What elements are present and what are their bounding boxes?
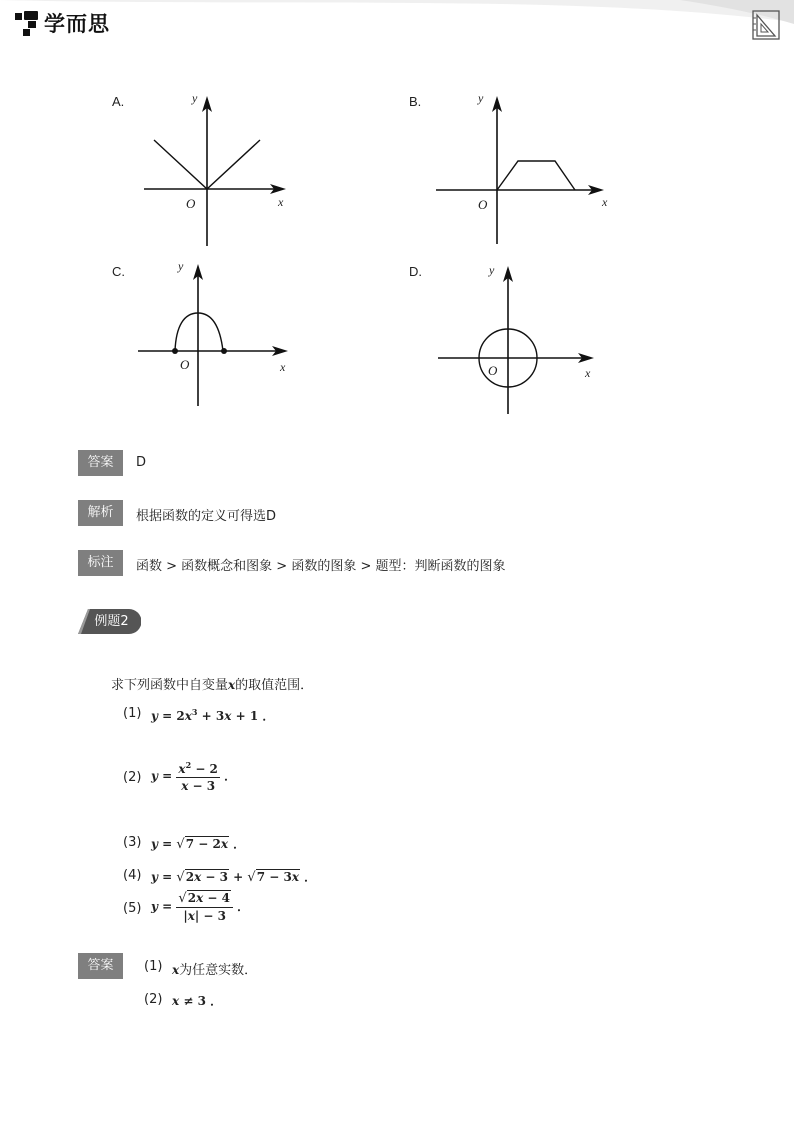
item-1-number: (1) bbox=[123, 706, 142, 721]
right-endpoint bbox=[221, 348, 227, 354]
analysis-tag: 解析 bbox=[78, 500, 123, 526]
option-d-graph bbox=[434, 256, 604, 418]
logo bbox=[14, 8, 110, 38]
origin-label: O bbox=[186, 196, 196, 211]
header-swoosh bbox=[0, 0, 794, 50]
option-c-graph bbox=[134, 256, 294, 410]
option-b-graph bbox=[432, 86, 612, 248]
arch-curve bbox=[175, 313, 223, 351]
logo-text: 学而思 bbox=[44, 12, 110, 36]
answer-1-number: (1) bbox=[144, 959, 163, 974]
option-a-graph bbox=[140, 88, 300, 250]
option-a-label: A. bbox=[112, 94, 125, 109]
analysis-text: 根据函数的定义可得选D bbox=[136, 509, 277, 524]
origin-label: O bbox=[478, 197, 488, 212]
page-header bbox=[0, 0, 794, 50]
option-c-label: C. bbox=[112, 264, 125, 279]
answer-text: D bbox=[136, 455, 147, 470]
option-b-label: B. bbox=[409, 94, 422, 109]
answer-tag: 答案 bbox=[78, 450, 123, 476]
example-answer-tag: 答案 bbox=[78, 953, 123, 979]
y-axis-label: y bbox=[478, 91, 484, 105]
item-1-formula: $y = 2x^3 + 3x + 1$ ． bbox=[151, 707, 275, 723]
answer-1-desc: 为任意实数． bbox=[179, 963, 258, 978]
xueersi-logo-icon bbox=[14, 10, 40, 36]
ruler-triangle-icon bbox=[752, 10, 780, 40]
example-prompt bbox=[111, 674, 313, 693]
trapezoid-curve bbox=[497, 161, 575, 190]
left-endpoint bbox=[172, 348, 178, 354]
x-axis-label: x bbox=[602, 195, 608, 209]
option-d-label: D. bbox=[409, 264, 422, 279]
y-axis-label: y bbox=[489, 263, 495, 277]
prompt-part-b: 的取值范围． bbox=[235, 678, 314, 693]
x-axis-label: x bbox=[280, 360, 286, 374]
prompt-variable: x bbox=[228, 678, 236, 692]
item-4-formula: y = √2x − 3 + √7 − 3x ． bbox=[151, 870, 317, 885]
origin-label: O bbox=[488, 363, 498, 378]
origin-label: O bbox=[180, 357, 190, 372]
item-4-number: (4) bbox=[123, 868, 142, 883]
answer-1-text bbox=[172, 959, 257, 978]
y-axis-label: y bbox=[178, 259, 184, 273]
item-2-formula: y = $\frac{x^2 - 2}{x - 3}$ ． bbox=[151, 760, 237, 793]
item-3-number: (3) bbox=[123, 835, 142, 850]
answer-1-variable: x bbox=[172, 963, 180, 977]
item-3-formula: y = √7 − 2x ． bbox=[151, 837, 246, 852]
item-5-formula: y = $\frac{√2x - 4}{|x| - 3}$ ． bbox=[151, 891, 250, 923]
item-5-number: (5) bbox=[123, 901, 142, 916]
note-text: 函数 > 函数概念和图象 > 函数的图象 > 题型：判断函数的图象 bbox=[136, 559, 506, 574]
answer-2-number: (2) bbox=[144, 992, 163, 1007]
item-2-number: (2) bbox=[123, 770, 142, 785]
answer-2-formula: x ≠ 3 ． bbox=[172, 994, 223, 1008]
x-axis-label: x bbox=[278, 195, 284, 209]
example-tab bbox=[78, 609, 141, 634]
x-axis-label: x bbox=[585, 366, 591, 380]
example-tab-label: 例题2 bbox=[94, 614, 129, 629]
prompt-part-a: 求下列函数中自变量 bbox=[111, 678, 229, 693]
y-axis-label: y bbox=[192, 91, 198, 105]
note-tag: 标注 bbox=[78, 550, 123, 576]
